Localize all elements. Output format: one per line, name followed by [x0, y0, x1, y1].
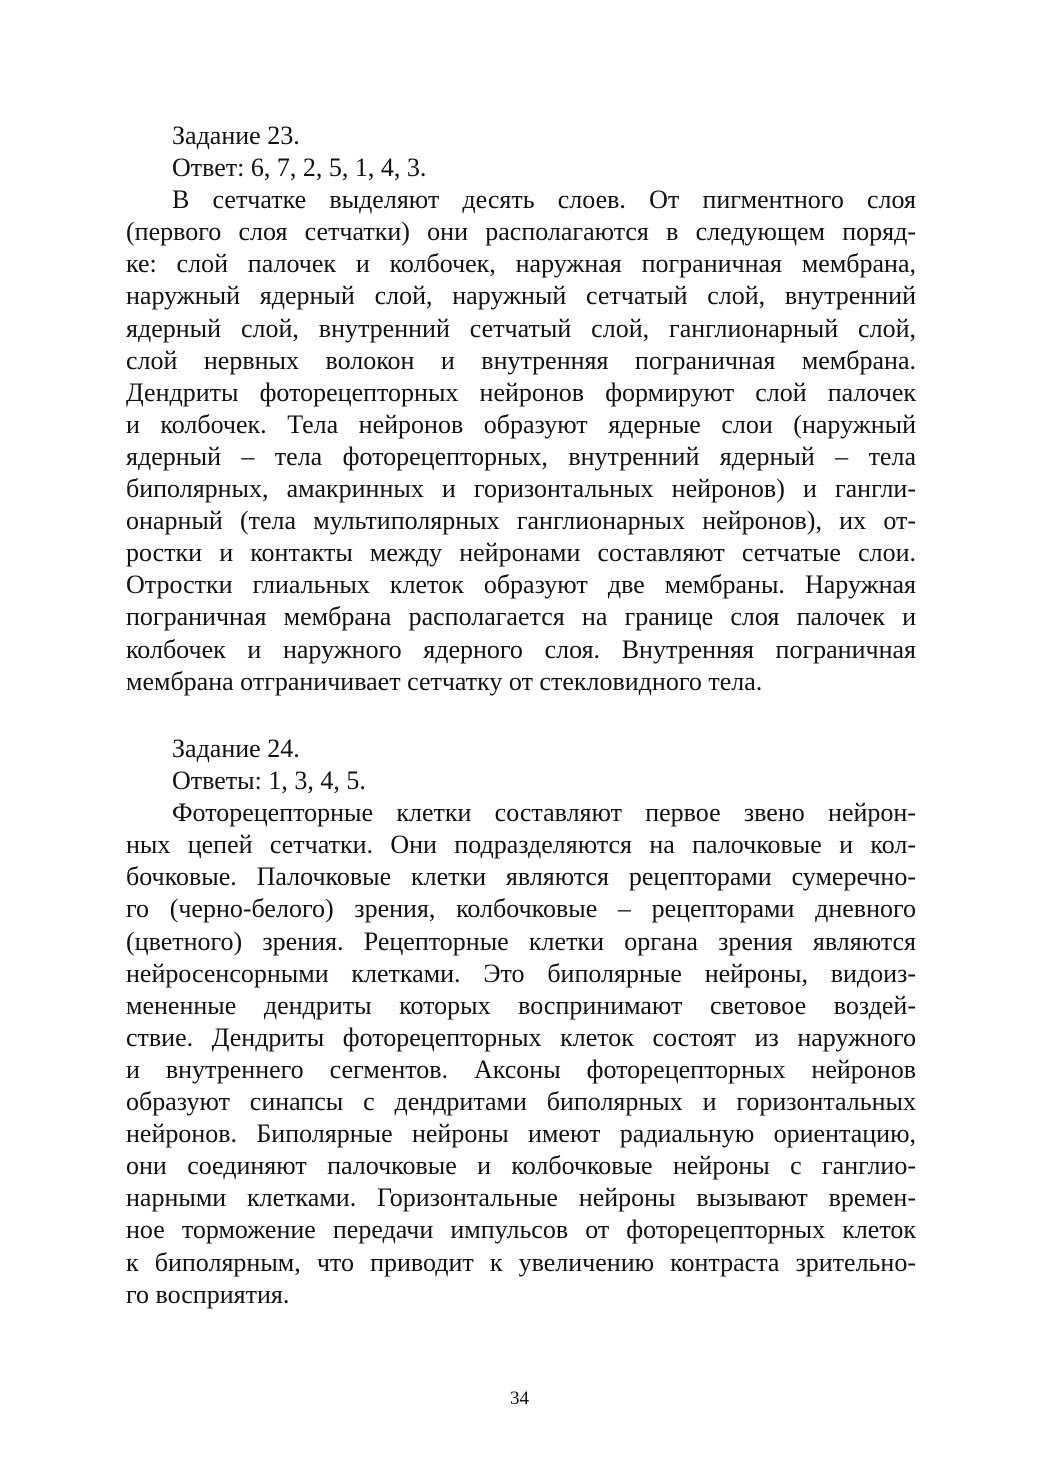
task-23-line: наружный ядерный слой, наружный сетчатый слой, внутренний [126, 281, 916, 311]
task-24-line: бочковые. Палочковые клетки являются рецепторами сумеречно- [126, 862, 916, 892]
task-23-heading: Задание 23. [172, 121, 300, 150]
task-23-line: Дендриты фоторецепторных нейронов формируют слой палочек [126, 377, 916, 407]
task-24-line: мененные дендриты которых воспринимают световое воздей- [126, 990, 916, 1020]
task-23-line: Отростки глиальных клеток образуют две мембраны. Наружная [126, 570, 916, 600]
task-23-line: ке: слой палочек и колбочек, наружная пограничная мембрана, [126, 249, 916, 279]
task-24-line: к биполярным, что приводит к увеличению контраста зрительно- [126, 1247, 916, 1277]
task-23-line: и колбочек. Тела нейронов образуют ядерные слои (наружный [126, 409, 916, 439]
task-24-answer: Ответы: 1, 3, 4, 5. [172, 766, 366, 796]
task-24-line: ствие. Дендриты фоторецепторных клеток состоят из наружного [126, 1022, 916, 1052]
task-24-line: ных цепей сетчатки. Они подразделяются на палочковые и кол- [126, 830, 916, 860]
task-24-line: образуют синапсы с дендритами биполярных и горизонтальных [126, 1087, 916, 1117]
task-24-line: нарными клетками. Горизонтальные нейроны вызывают времен- [126, 1183, 916, 1213]
task-24-line: Фоторецепторные клетки составляют первое звено нейрон- [172, 798, 916, 828]
task-23-line: ядерный – тела фоторецепторных, внутренний ядерный – тела [126, 441, 916, 471]
task-24-heading: Задание 24. [172, 734, 300, 763]
task-23-line: мембрана отграничивает сетчатку от стекловидного тела. [126, 666, 763, 696]
page-number: 34 [510, 1388, 529, 1409]
task-23-section [126, 120, 916, 698]
task-24-line: го (черно-белого) зрения, колбочковые – рецепторами дневного [126, 894, 916, 924]
task-24-line: нейросенсорными клетками. Это биполярные нейроны, видоиз- [126, 958, 916, 988]
task-24-line: они соединяют палочковые и колбочковые нейроны с ганглио- [126, 1151, 916, 1181]
task-23-line: биполярных, амакринных и горизонтальных нейронов) и гангли- [126, 474, 916, 504]
task-23-line: ростки и контакты между нейронами составляют сетчатые слои. [126, 538, 916, 568]
task-24-line: (цветного) зрения. Рецепторные клетки органа зрения являются [126, 926, 916, 956]
task-23-line: слой нервных волокон и внутренняя пограничная мембрана. [126, 345, 916, 375]
task-24-section [126, 733, 916, 1311]
task-24-line: нейронов. Биполярные нейроны имеют радиальную ориентацию, [126, 1119, 916, 1149]
task-23-line: (первого слоя сетчатки) они располагаются в следующем поряд- [126, 217, 916, 247]
task-23-line: колбочек и наружного ядерного слоя. Внутренняя пограничная [126, 634, 916, 664]
task-23-line: В сетчатке выделяют десять слоев. От пигментного слоя [172, 185, 916, 215]
task-24-line: и внутреннего сегментов. Аксоны фоторецепторных нейронов [126, 1054, 916, 1084]
task-24-line: ное торможение передачи импульсов от фоторецепторных клеток [126, 1215, 916, 1245]
task-23-line: ядерный слой, внутренний сетчатый слой, ганглионарный слой, [126, 313, 916, 343]
task-23-answer: Ответ: 6, 7, 2, 5, 1, 4, 3. [172, 153, 427, 183]
task-24-line: го восприятия. [126, 1279, 290, 1309]
task-23-line: пограничная мембрана располагается на границе слоя палочек и [126, 602, 916, 632]
task-23-line: онарный (тела мультиполярных ганглионарных нейронов), их от- [126, 506, 916, 536]
